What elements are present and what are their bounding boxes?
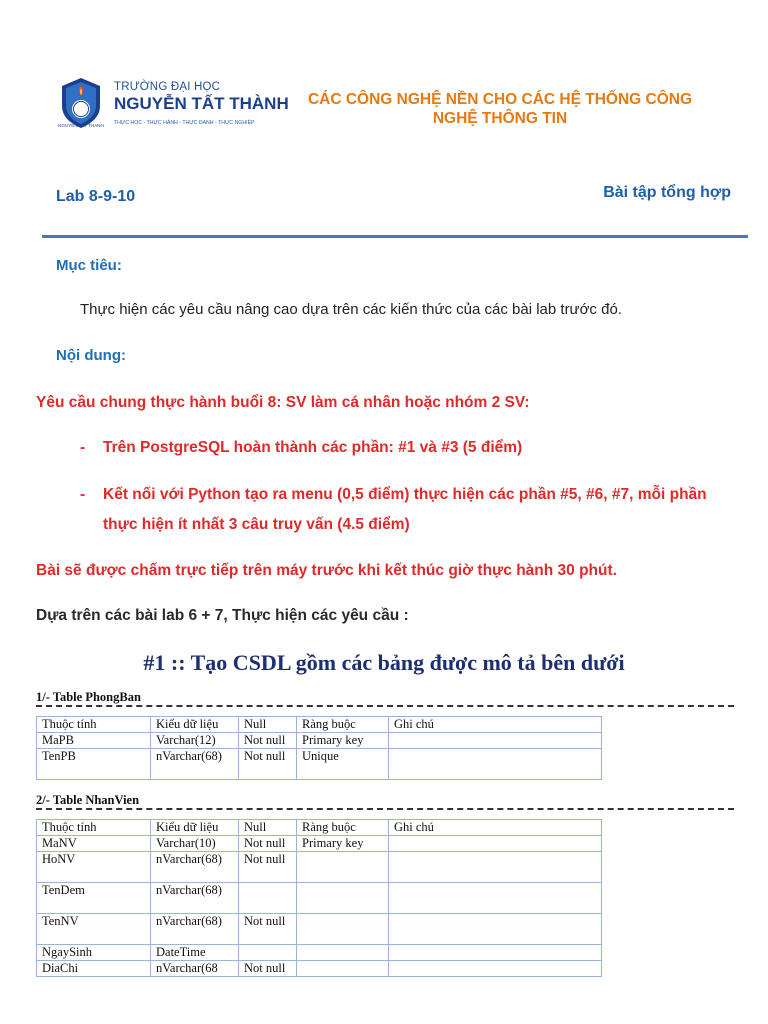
table-cell: TenPB [37,749,151,780]
table-row [37,883,602,914]
table-cell: Unique [297,749,389,780]
table-cell: TenDem [37,883,151,914]
table-row [37,945,602,961]
table-cell: nVarchar(68) [151,852,239,883]
table-cell: Not null [239,836,297,852]
table-row [37,749,602,780]
column-header: Ghi chú [389,717,602,733]
bullet-marker: - [80,486,86,503]
objective-heading: Mục tiêu: [56,257,122,274]
column-header: Ràng buộc [297,717,389,733]
based-on-text: Dựa trên các bài lab 6 + 7, Thực hiện các yêu cầu : [36,607,409,624]
course-title: CÁC CÔNG NGHỆ NỀN CHO CÁC HỆ THỐNG CÔNG NGHỆ THÔNG TIN [307,91,693,127]
table-cell: nVarchar(68 [151,961,239,977]
table-cell: DateTime [151,945,239,961]
content-heading: Nội dung: [56,347,126,364]
table-cell [239,883,297,914]
table-cell [389,961,602,977]
table-heading: 1/- Table PhongBan [36,690,141,704]
table-cell [389,733,602,749]
table-row [37,852,602,883]
header-divider [42,235,748,238]
table-row [37,914,602,945]
general-requirement: Yêu cầu chung thực hành buổi 8: SV làm cá nhân hoặc nhóm 2 SV: [36,394,530,411]
table-cell: nVarchar(68) [151,914,239,945]
table-cell: NgaySinh [37,945,151,961]
table-header-row [37,820,602,836]
nhanvien-table [36,819,602,977]
column-header: Ghi chú [389,820,602,836]
table-cell [389,852,602,883]
table-cell: Varchar(12) [151,733,239,749]
dashed-divider [36,705,734,707]
school-emblem-icon [58,76,104,130]
school-name: NGUYỄN TẤT THÀNH [114,94,289,113]
column-header: Null [239,820,297,836]
table-cell [389,883,602,914]
column-header: Null [239,717,297,733]
table-cell: Varchar(10) [151,836,239,852]
table-cell [389,945,602,961]
table-cell: Not null [239,852,297,883]
table-cell: Not null [239,733,297,749]
table-cell: MaNV [37,836,151,852]
table-cell: Not null [239,961,297,977]
table-cell: Not null [239,749,297,780]
table-cell [389,749,602,780]
section-title: #1 :: Tạo CSDL gồm các bảng được mô tả bên dưới [143,650,625,675]
table-cell [297,914,389,945]
column-header: Thuộc tính [37,820,151,836]
table-cell [297,852,389,883]
table-cell [297,945,389,961]
bullet-marker: - [80,439,86,456]
lab-title: Bài tập tổng hợp [603,184,731,201]
table-header-row [37,717,602,733]
table-cell [389,836,602,852]
table-cell: Primary key [297,836,389,852]
logo-caption: NGUYEN TAT THANH [58,123,104,128]
table-row [37,733,602,749]
column-header: Kiểu dữ liệu [151,717,239,733]
school-type: TRƯỜNG ĐẠI HỌC [114,81,221,93]
table-row [37,961,602,977]
table-cell: nVarchar(68) [151,749,239,780]
column-header: Kiểu dữ liệu [151,820,239,836]
table-cell: TenNV [37,914,151,945]
table-cell: Not null [239,914,297,945]
table-heading: 2/- Table NhanVien [36,793,140,807]
table-cell [297,883,389,914]
table-cell: nVarchar(68) [151,883,239,914]
table-cell [239,945,297,961]
table-cell: HoNV [37,852,151,883]
school-logo [58,76,289,132]
bullet-item: Kết nối với Python tạo ra menu (0,5 điểm) thực hiện các phần #5, #6, #7, mỗi phần thực hiện ít nhất 3 câu truy vấn (4.5 điểm) [103,486,707,533]
table-cell: Primary key [297,733,389,749]
table-cell [297,961,389,977]
table-row [37,836,602,852]
column-header: Ràng buộc [297,820,389,836]
lab-number: Lab 8-9-10 [56,188,136,205]
table-cell [389,914,602,945]
objective-text: Thực hiện các yêu cầu nâng cao dựa trên các kiến thức của các bài lab trước đó. [80,301,622,318]
column-header: Thuộc tính [37,717,151,733]
dashed-divider [36,808,734,810]
bullet-item: Trên PostgreSQL hoàn thành các phần: #1 và #3 (5 điểm) [103,439,523,456]
phongban-table [36,716,602,780]
school-tagline: THỰC HỌC - THỰC HÀNH - THỰC DANH - THỰC NGHIỆP [114,120,255,126]
table-cell: MaPB [37,733,151,749]
grading-note: Bài sẽ được chấm trực tiếp trên máy trước khi kết thúc giờ thực hành 30 phút. [36,562,617,579]
table-cell: DiaChi [37,961,151,977]
